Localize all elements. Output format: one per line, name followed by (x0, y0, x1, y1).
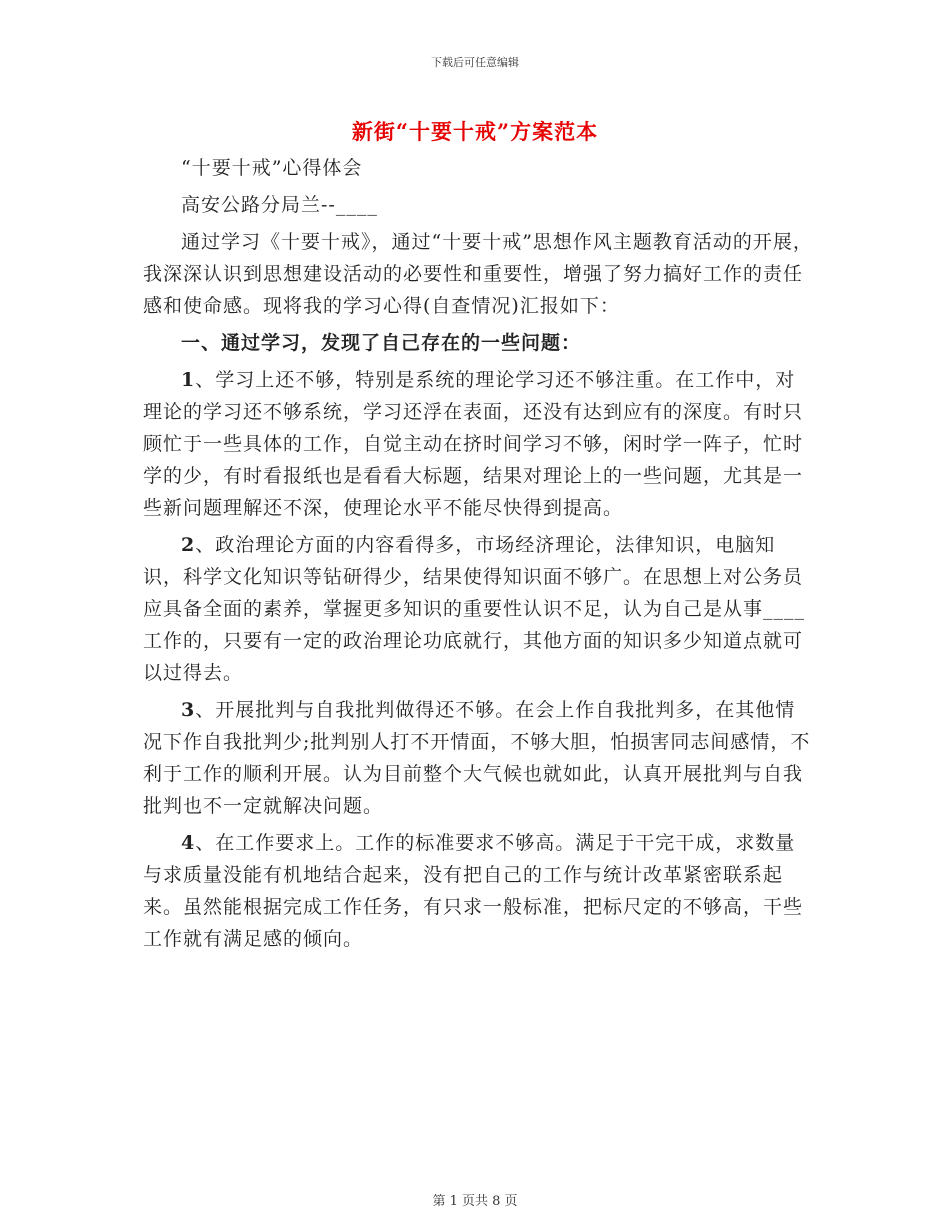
item-text: 、在工作要求上。工作的标准要求不够高。满足于干完干成，求数量与求质量没能有机地结合起来，没有把自己的工作与统计改革紧密联系起来。虽然能根据完成工作任务，有只求一般标准，把标尺定的不够高，干些工作就有满足感的倾向。 (143, 832, 804, 950)
item-number: 2 (181, 534, 196, 556)
header-note: 下载后可任意编辑 (431, 56, 519, 69)
item-number: 1 (181, 369, 196, 391)
section-heading: 一、通过学习，发现了自己存在的一些问题： (181, 332, 582, 354)
item-text: 、开展批判与自我批判做得还不够。在会上作自我批判多，在其他情况下作自我批判少;批判别人打不开情面，不够大胆，怕损害同志间感情，不利于工作的顺利开展。认为目前整个大气候也就如此，认真开展批判与自我批判也不一定就解决问题。 (143, 699, 811, 817)
item-paragraph-3 (143, 694, 815, 822)
document-title: 新街“十要十戒”方案范本 (351, 119, 599, 144)
item-paragraph-2 (143, 529, 815, 689)
author-line: 高安公路分局兰--____ (181, 194, 378, 216)
item-paragraph-4 (143, 827, 815, 955)
page-footer: 第 1 页共 8 页 (432, 1194, 518, 1209)
intro-paragraph: 通过学习《十要十戒》，通过“十要十戒”思想作风主题教育活动的开展，我深深认识到思想建设活动的必要性和重要性，增强了努力搞好工作的责任感和使命感。现将我的学习心得(自查情况)汇报如下： (143, 231, 813, 317)
item-paragraph-1 (143, 364, 815, 524)
item-text: 、学习上还不够，特别是系统的理论学习还不够注重。在工作中，对理论的学习还不够系统，学习还浮在表面，还没有达到应有的深度。有时只顾忙于一些具体的工作，自觉主动在挤时间学习不够，闲时学一阵子，忙时学的少，有时看报纸也是看看大标题，结果对理论上的一些问题，尤其是一些新问题理解还不深，使理论水平不能尽快得到提高。 (143, 369, 804, 519)
subtitle: “十要十戒”心得体会 (181, 157, 363, 179)
item-number: 4 (181, 832, 196, 854)
item-text: 、政治理论方面的内容看得多，市场经济理论，法律知识，电脑知识，科学文化知识等钻研得少，结果使得知识面不够广。在思想上对公务员应具备全面的素养，掌握更多知识的重要性认识不足，认为自己是从事____工作的，只要有一定的政治理论功底就行，其他方面的知识多少知道点就可以过得去。 (143, 534, 806, 684)
item-number: 3 (181, 699, 196, 721)
document-body (143, 152, 815, 960)
